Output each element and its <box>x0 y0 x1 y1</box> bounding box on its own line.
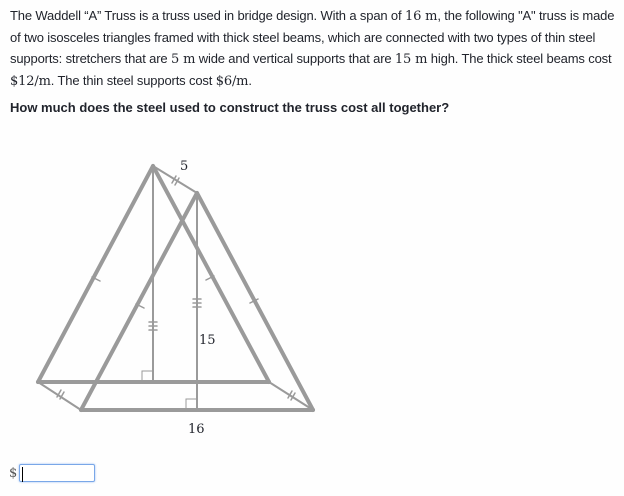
span-value: 16 m <box>404 9 438 24</box>
text: . <box>248 73 252 88</box>
label-height-15: 15 <box>199 333 216 348</box>
text-cursor <box>22 467 23 482</box>
single-tick-marks <box>92 276 258 308</box>
truss-diagram <box>0 140 624 450</box>
triple-tick-marks <box>149 299 201 330</box>
stretchers <box>38 166 313 410</box>
vertical-value: 15 m <box>394 52 428 67</box>
stretcher-value: 5 m <box>170 52 196 67</box>
dollar-sign: $ <box>9 465 18 481</box>
text: wide and vertical supports that are <box>195 51 395 66</box>
text: high. The thick steel beams cost <box>427 51 612 66</box>
text: The Waddell “A” Truss is a truss used in bridge design. With a span of <box>10 8 405 23</box>
problem-statement <box>10 5 622 92</box>
label-span-16: 16 <box>188 422 205 437</box>
thin-cost-value: $6/m <box>215 74 249 89</box>
label-stretcher-5: 5 <box>180 159 189 174</box>
question-text: How much does the steel used to construct the truss cost all together? <box>10 100 450 115</box>
answer-input[interactable] <box>19 464 95 482</box>
thick-cost-value: $12/m <box>10 74 51 89</box>
right-angle-markers <box>142 371 197 410</box>
text: , the following "A" truss is made of two isosceles triangles framed with thick steel beams, which are connected with two types of thin steel supports: stretchers that are <box>10 8 615 66</box>
text: . The thin steel supports cost <box>50 73 216 88</box>
